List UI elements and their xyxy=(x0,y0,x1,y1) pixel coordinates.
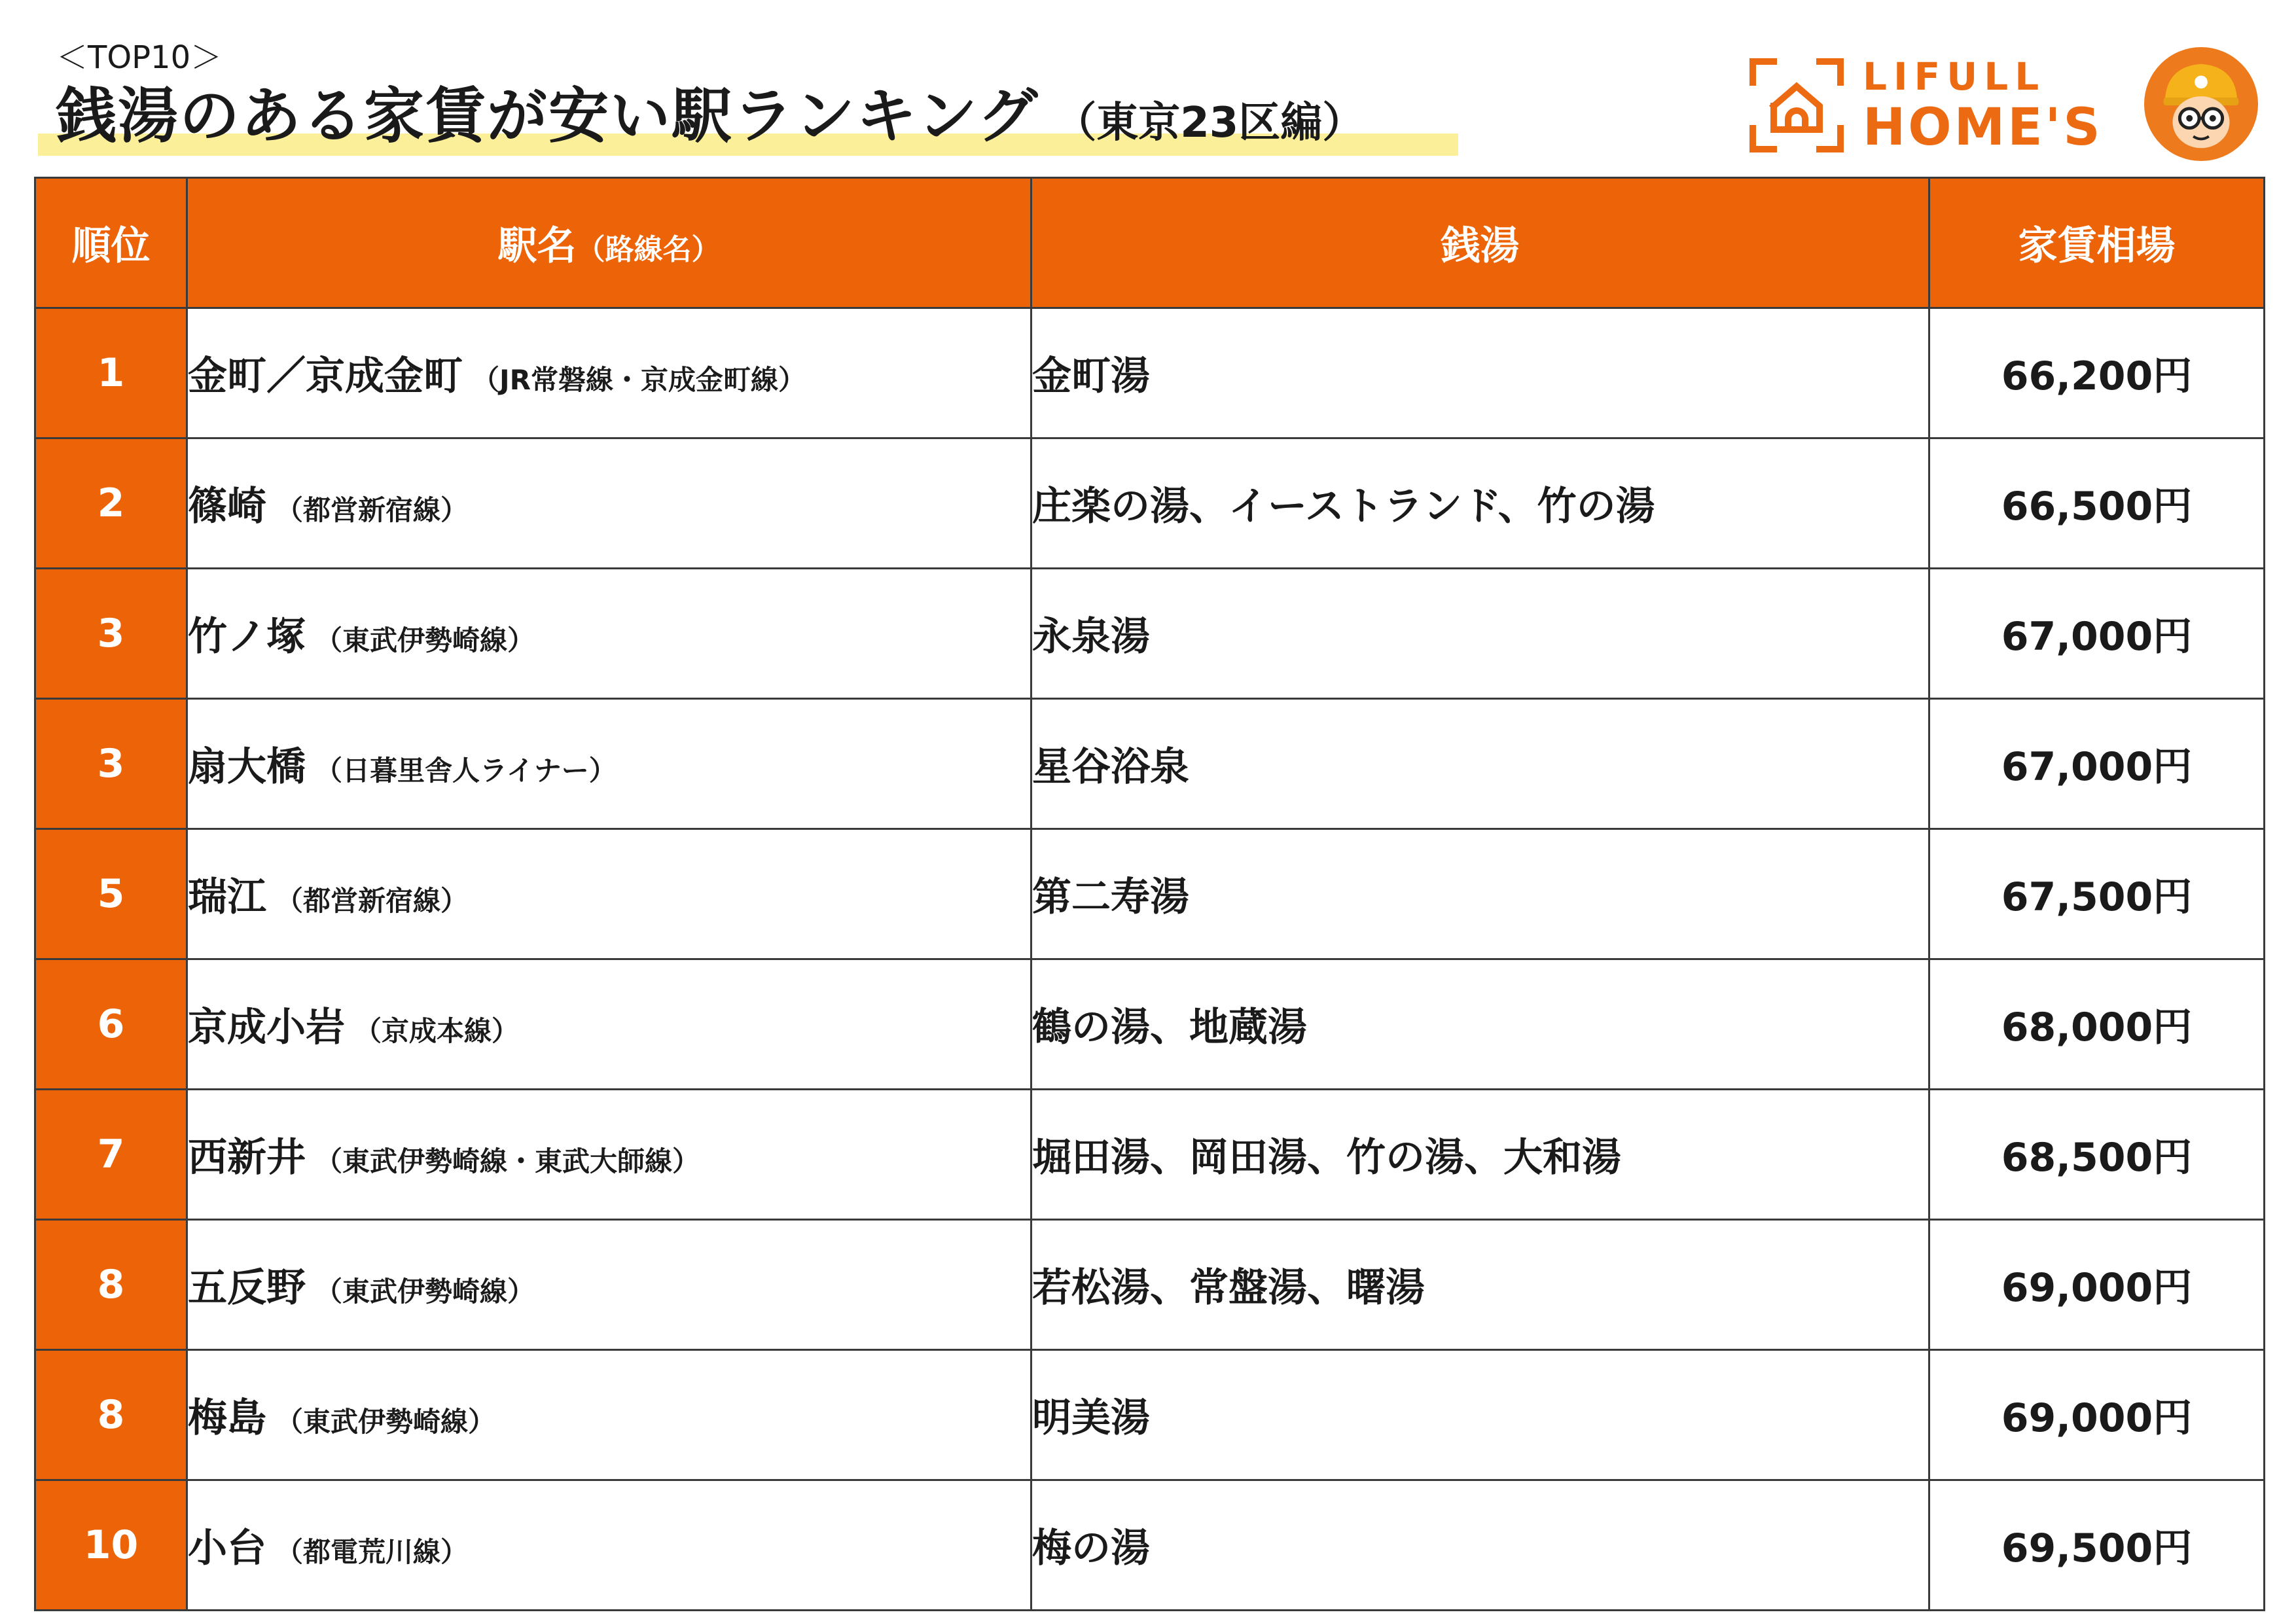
station-cell xyxy=(187,438,1031,569)
station-cell xyxy=(187,308,1031,438)
rank-cell: 5 xyxy=(35,829,187,959)
table-row xyxy=(35,1220,2265,1350)
station-name: 小台 xyxy=(188,1525,266,1571)
line-name: （都営新宿線） xyxy=(276,494,469,526)
line-name: （東武伊勢崎線・東武大師線） xyxy=(315,1145,700,1177)
rent-cell: 67,500円 xyxy=(1929,829,2265,959)
table-header-row xyxy=(35,178,2265,308)
logo-text-line2: HOME'S xyxy=(1863,98,2103,157)
station-cell xyxy=(187,1220,1031,1350)
rank-cell: 6 xyxy=(35,959,187,1090)
table-row xyxy=(35,699,2265,829)
station-cell xyxy=(187,569,1031,699)
column-header-station xyxy=(187,178,1031,308)
rent-cell: 66,500円 xyxy=(1929,438,2265,569)
rank-cell: 8 xyxy=(35,1220,187,1350)
rent-cell: 68,000円 xyxy=(1929,959,2265,1090)
line-name: （日暮里舎人ライナー） xyxy=(315,755,617,787)
column-header-station-label: 駅名 xyxy=(497,223,577,269)
rank-cell: 7 xyxy=(35,1090,187,1220)
rank-cell: 3 xyxy=(35,699,187,829)
station-name: 京成小岩 xyxy=(188,1005,345,1050)
station-cell xyxy=(187,959,1031,1090)
rent-cell: 69,000円 xyxy=(1929,1220,2265,1350)
column-header-station-note: （路線名） xyxy=(576,233,721,266)
rent-cell: 69,500円 xyxy=(1929,1480,2265,1611)
station-name: 扇大橋 xyxy=(188,744,306,790)
table-row xyxy=(35,959,2265,1090)
bathhouse-cell: 梅の湯 xyxy=(1031,1480,1929,1611)
table-row xyxy=(35,1090,2265,1220)
station-cell xyxy=(187,699,1031,829)
station-name: 篠崎 xyxy=(188,484,266,529)
title-block xyxy=(38,77,1458,161)
table-row xyxy=(35,1480,2265,1611)
table-row xyxy=(35,1350,2265,1480)
bathhouse-cell: 庄楽の湯、イーストランド、竹の湯 xyxy=(1031,438,1929,569)
station-name: 竹ノ塚 xyxy=(188,614,306,660)
rank-cell: 1 xyxy=(35,308,187,438)
column-header-rent: 家賃相場 xyxy=(1929,178,2265,308)
rent-cell: 69,000円 xyxy=(1929,1350,2265,1480)
station-cell xyxy=(187,829,1031,959)
bathhouse-cell: 堀田湯、岡田湯、竹の湯、大和湯 xyxy=(1031,1090,1929,1220)
page-title xyxy=(56,77,1364,173)
logo-text-line1: LIFULL xyxy=(1863,54,2046,99)
line-name: （東武伊勢崎線） xyxy=(315,624,535,656)
rent-cell: 67,000円 xyxy=(1929,699,2265,829)
column-header-bathhouse: 銭湯 xyxy=(1031,178,1929,308)
table-row xyxy=(35,829,2265,959)
rank-cell: 2 xyxy=(35,438,187,569)
station-name: 金町／京成金町 xyxy=(188,353,463,399)
rank-cell: 8 xyxy=(35,1350,187,1480)
line-name: （都電荒川線） xyxy=(276,1536,469,1568)
line-name: （JR常磐線・京成金町線） xyxy=(472,364,806,396)
table-row xyxy=(35,308,2265,438)
station-name: 五反野 xyxy=(188,1265,306,1311)
bathhouse-cell: 第二寿湯 xyxy=(1031,829,1929,959)
line-name: （京成本線） xyxy=(354,1015,520,1047)
bathhouse-cell: 金町湯 xyxy=(1031,308,1929,438)
line-name: （都営新宿線） xyxy=(276,885,469,917)
station-name: 梅島 xyxy=(188,1395,266,1441)
bathhouse-cell: 若松湯、常盤湯、曙湯 xyxy=(1031,1220,1929,1350)
bathhouse-cell: 明美湯 xyxy=(1031,1350,1929,1480)
mascot-icon xyxy=(2143,46,2259,162)
line-name: （東武伊勢崎線） xyxy=(276,1406,496,1438)
bathhouse-cell: 星谷浴泉 xyxy=(1031,699,1929,829)
station-cell xyxy=(187,1350,1031,1480)
rent-cell: 68,500円 xyxy=(1929,1090,2265,1220)
table-row xyxy=(35,438,2265,569)
title-sub: （東京23区編） xyxy=(1054,99,1365,147)
rent-cell: 66,200円 xyxy=(1929,308,2265,438)
rank-cell: 3 xyxy=(35,569,187,699)
ranking-table xyxy=(34,177,2265,1611)
bathhouse-cell: 鶴の湯、地蔵湯 xyxy=(1031,959,1929,1090)
line-name: （東武伊勢崎線） xyxy=(315,1275,535,1308)
station-cell xyxy=(187,1480,1031,1611)
brand-logo xyxy=(1748,41,2271,165)
rent-cell: 67,000円 xyxy=(1929,569,2265,699)
bathhouse-cell: 永泉湯 xyxy=(1031,569,1929,699)
rank-cell: 10 xyxy=(35,1480,187,1611)
title-main: 銭湯のある家賃が安い駅ランキング xyxy=(56,81,1039,151)
subtitle: ＜TOP10＞ xyxy=(56,39,223,76)
station-name: 瑞江 xyxy=(188,874,266,920)
station-name: 西新井 xyxy=(188,1135,306,1181)
house-icon xyxy=(1748,56,1846,154)
table-row xyxy=(35,569,2265,699)
station-cell xyxy=(187,1090,1031,1220)
column-header-rank: 順位 xyxy=(35,178,187,308)
